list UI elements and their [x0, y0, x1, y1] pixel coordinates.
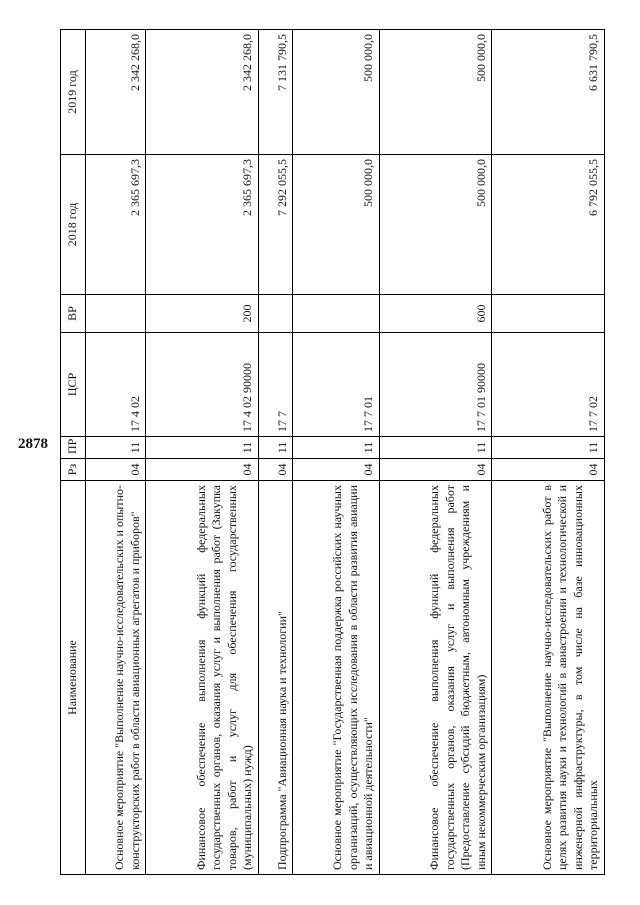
page-number: 2878: [18, 436, 48, 452]
row-name: Финансовое обеспечение выполнения функций федеральных государственных органов, оказания услуг и выполнения работ (Предоставление субсидий бюджетным, автономным учреждениям и иным некоммерческим организациям): [379, 481, 492, 875]
table-row: [86, 30, 146, 875]
row-rz: 04: [258, 459, 292, 481]
row-vr: [293, 295, 380, 333]
budget-table: [60, 29, 605, 875]
row-2019: 6 631 790,5: [492, 30, 605, 155]
row-2019: 7 131 790,5: [258, 30, 292, 155]
header-vr: ВР: [61, 295, 86, 333]
row-2019: 2 342 268,0: [146, 30, 259, 155]
row-2018: 2 365 697,3: [146, 155, 259, 295]
row-2018: 6 792 055,5: [492, 155, 605, 295]
header-rz: Рз: [61, 459, 86, 481]
row-name: Финансовое обеспечение выполнения функций федеральных государственных органов, оказания услуг и выполнения работ (Закупка товаров, работ и услуг для обеспечения государственных (муниципальных) нужд): [146, 481, 259, 875]
row-csr: 17 4 02: [86, 333, 146, 437]
row-rz: 04: [379, 459, 492, 481]
header-2018: 2018 год: [61, 155, 86, 295]
row-rz: 04: [86, 459, 146, 481]
row-vr: [258, 295, 292, 333]
row-2018: 500 000,0: [379, 155, 492, 295]
row-name: Подпрограмма "Авиационная наука и технологии": [258, 481, 292, 875]
row-2018: 2 365 697,3: [86, 155, 146, 295]
header-name: Наименование: [61, 481, 86, 875]
row-csr: 17 4 02 90000: [146, 333, 259, 437]
row-pr: 11: [293, 437, 380, 459]
row-pr: 11: [86, 437, 146, 459]
row-pr: 11: [146, 437, 259, 459]
row-rz: 04: [293, 459, 380, 481]
rotated-page: [55, 0, 615, 905]
row-vr: [492, 295, 605, 333]
row-2019: 2 342 268,0: [86, 30, 146, 155]
row-vr: 600: [379, 295, 492, 333]
table-row: [492, 30, 605, 875]
row-pr: 11: [258, 437, 292, 459]
row-rz: 04: [492, 459, 605, 481]
row-pr: 11: [492, 437, 605, 459]
header-csr: ЦСР: [61, 333, 86, 437]
table-row: [293, 30, 380, 875]
row-2019: 500 000,0: [379, 30, 492, 155]
row-csr: 17 7 01 90000: [379, 333, 492, 437]
row-name: Основное мероприятие "Выполнение научно-исследовательских и опытно-конструкторских работ в области авиационных агрегатов и приборов": [86, 481, 146, 875]
row-name: Основное мероприятие "Государственная поддержка российских научных организаций, осуществляющих исследования в области развития авиации и авиационной деятельности": [293, 481, 380, 875]
table-row: [379, 30, 492, 875]
row-2019: 500 000,0: [293, 30, 380, 155]
table-row: [146, 30, 259, 875]
row-pr: 11: [379, 437, 492, 459]
row-csr: 17 7: [258, 333, 292, 437]
row-vr: 200: [146, 295, 259, 333]
row-csr: 17 7 02: [492, 333, 605, 437]
row-vr: [86, 295, 146, 333]
header-row: [61, 30, 86, 875]
row-2018: 500 000,0: [293, 155, 380, 295]
header-2019: 2019 год: [61, 30, 86, 155]
table-row: [258, 30, 292, 875]
header-pr: ПР: [61, 437, 86, 459]
row-rz: 04: [146, 459, 259, 481]
row-csr: 17 7 01: [293, 333, 380, 437]
row-2018: 7 292 055,5: [258, 155, 292, 295]
row-name: Основное мероприятие "Выполнение научно-исследовательских работ в целях развития науки и технологий в авиастроении и технологической и инженерной инфраструктуры, в том числе на базе инновационных территориальных: [492, 481, 605, 875]
